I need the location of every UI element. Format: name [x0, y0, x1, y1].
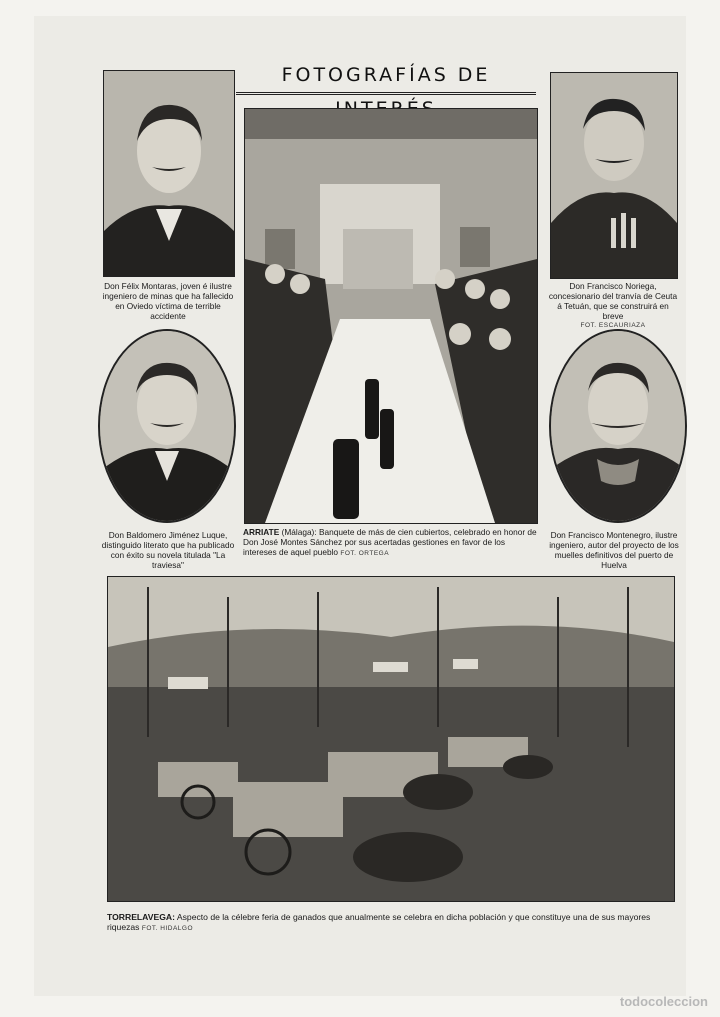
- caption-jimenez: Don Baldomero Jiménez Luque, distinguido literato que ha publicado con éxito su novela titulada "La traviesa": [101, 530, 235, 570]
- portrait-figure: [551, 331, 685, 521]
- portrait-photo-jimenez: [98, 329, 236, 523]
- fair-scene: [108, 577, 674, 901]
- caption-montaras: Don Félix Montaras, joven é ilustre ingeniero de minas que ha fallecido en Oviedo víctima de terrible accidente: [102, 281, 234, 321]
- caption-banquet: [243, 527, 539, 559]
- portrait-figure: [551, 73, 677, 278]
- caption-montenegro: Don Francisco Montenegro, ilustre ingeniero, autor del proyecto de los muelles definitivos del puerto de Huelva: [549, 530, 679, 570]
- portrait-figure: [100, 331, 234, 521]
- fair-photo: [107, 576, 675, 902]
- caption-noriega-text: Don Francisco Noriega, concesionario del tranvía de Ceuta á Tetuán, que se construirá en breve: [548, 281, 678, 321]
- caption-noriega: [546, 281, 680, 331]
- portrait-photo-montaras: [103, 70, 235, 277]
- portrait-figure: [104, 71, 234, 276]
- page-title-text: FOTOGRAFÍAS DE: [281, 64, 491, 86]
- portrait-photo-noriega: [550, 72, 678, 279]
- caption-fair-place: TORRELAVEGA:: [107, 912, 175, 922]
- caption-banquet-credit: FOT. ORTEGA: [340, 550, 390, 557]
- watermark-logo: todocoleccion: [619, 994, 708, 1009]
- caption-noriega-credit: FOT. ESCAURIAZA: [580, 322, 646, 329]
- page-title: [236, 58, 536, 95]
- caption-fair-text: Aspecto de la célebre feria de ganados que anualmente se celebra en dicha población y que constituye una de sus mayores riquezas: [107, 912, 651, 932]
- banquet-photo: [244, 108, 538, 524]
- caption-banquet-region: (Málaga):: [281, 527, 317, 537]
- banquet-scene: [245, 109, 537, 523]
- caption-banquet-place: ARRIATE: [243, 527, 280, 537]
- caption-fair: [107, 912, 673, 934]
- caption-banquet-text: Banquete de más de cien cubiertos, celebrado en honor de Don José Montes Sánchez por sus acertadas gestiones en favor de los intereses de aquel pueblo: [243, 527, 537, 557]
- portrait-photo-montenegro: [549, 329, 687, 523]
- caption-fair-credit: FOT. HIDALGO: [141, 925, 194, 932]
